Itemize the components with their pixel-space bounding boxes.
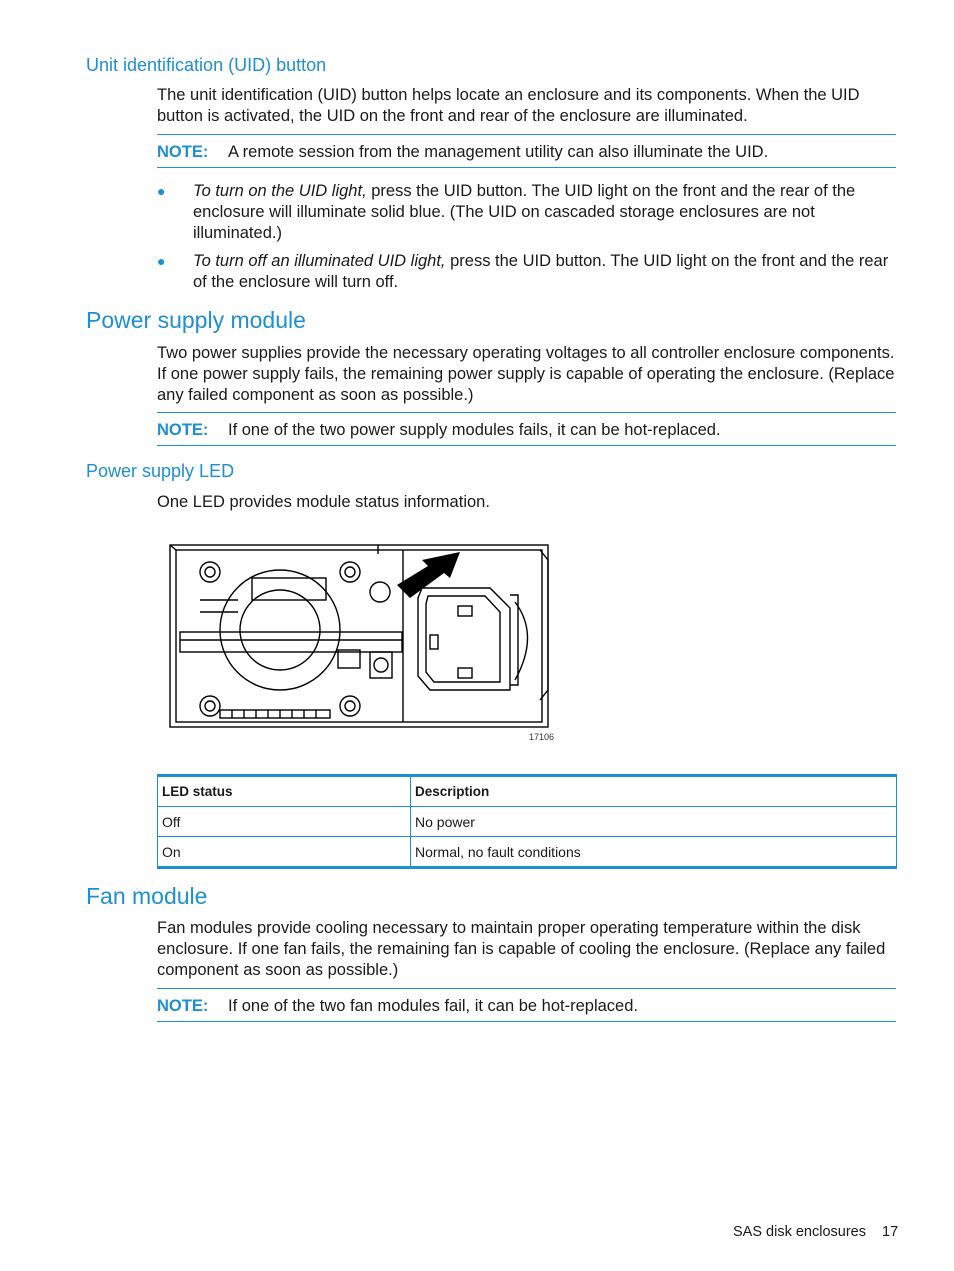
list-item xyxy=(157,251,897,293)
table-cell: No power xyxy=(411,807,897,837)
column-header: Description xyxy=(411,776,897,807)
uid-paragraph: The unit identification (UID) button helps locate an enclosure and its components. When the UID button is activated, the UID on the front and rear of the enclosure are illuminated. xyxy=(157,86,860,125)
psled-paragraph: One LED provides module status information. xyxy=(157,493,490,511)
uid-heading: Unit identification (UID) button xyxy=(86,55,327,75)
note-text: If one of the two power supply modules fails, it can be hot-replaced. xyxy=(228,421,721,439)
bullet-lead: To turn off an illuminated UID light, xyxy=(193,252,446,270)
led-status-table xyxy=(157,774,897,869)
fan-heading: Fan module xyxy=(86,883,208,909)
note-label: NOTE: xyxy=(157,997,209,1015)
table-row xyxy=(158,837,897,868)
note-text: A remote session from the management utility can also illuminate the UID. xyxy=(228,143,769,161)
list-item xyxy=(157,181,897,244)
fan-paragraph: Fan modules provide cooling necessary to maintain proper operating temperature within the disk enclosure. If one fan fails, the remaining fan is capable of cooling the enclosure. (Replace any failed component as soon as possible.) xyxy=(157,919,886,979)
power-supply-figure xyxy=(160,540,560,745)
note-label: NOTE: xyxy=(157,421,209,439)
footer-title: SAS disk enclosures xyxy=(733,1224,866,1240)
uid-note xyxy=(157,134,896,168)
psled-heading: Power supply LED xyxy=(86,461,235,481)
bullet-text: press the UID button. The UID light on the front and the rear of the enclosure will illuminate solid blue. (The UID on cascaded storage enclosures are not illuminated.) xyxy=(193,182,856,242)
fan-note xyxy=(157,988,896,1022)
table-cell: Off xyxy=(158,807,411,837)
figure-id: 17106 xyxy=(529,732,555,742)
bullet-lead: To turn on the UID light, xyxy=(193,182,367,200)
table-cell: Normal, no fault conditions xyxy=(411,837,897,868)
bullet-icon: ● xyxy=(157,253,166,269)
table-row xyxy=(158,807,897,837)
note-text: If one of the two fan modules fail, it can be hot-replaced. xyxy=(228,997,638,1015)
psm-note xyxy=(157,412,896,446)
table-header-row xyxy=(158,776,897,807)
bullet-text: press the UID button. The UID light on the front and the rear of the enclosure will turn off. xyxy=(193,252,889,291)
bullet-icon: ● xyxy=(157,183,166,199)
table-cell: On xyxy=(158,837,411,868)
psm-paragraph: Two power supplies provide the necessary operating voltages to all controller enclosure components. If one power supply fails, the remaining power supply is capable of operating the enclosure. (Replace any failed component as soon as possible.) xyxy=(157,344,895,404)
column-header: LED status xyxy=(158,776,411,807)
note-label: NOTE: xyxy=(157,143,209,161)
psm-heading: Power supply module xyxy=(86,307,306,333)
page-number: 17 xyxy=(882,1224,899,1240)
